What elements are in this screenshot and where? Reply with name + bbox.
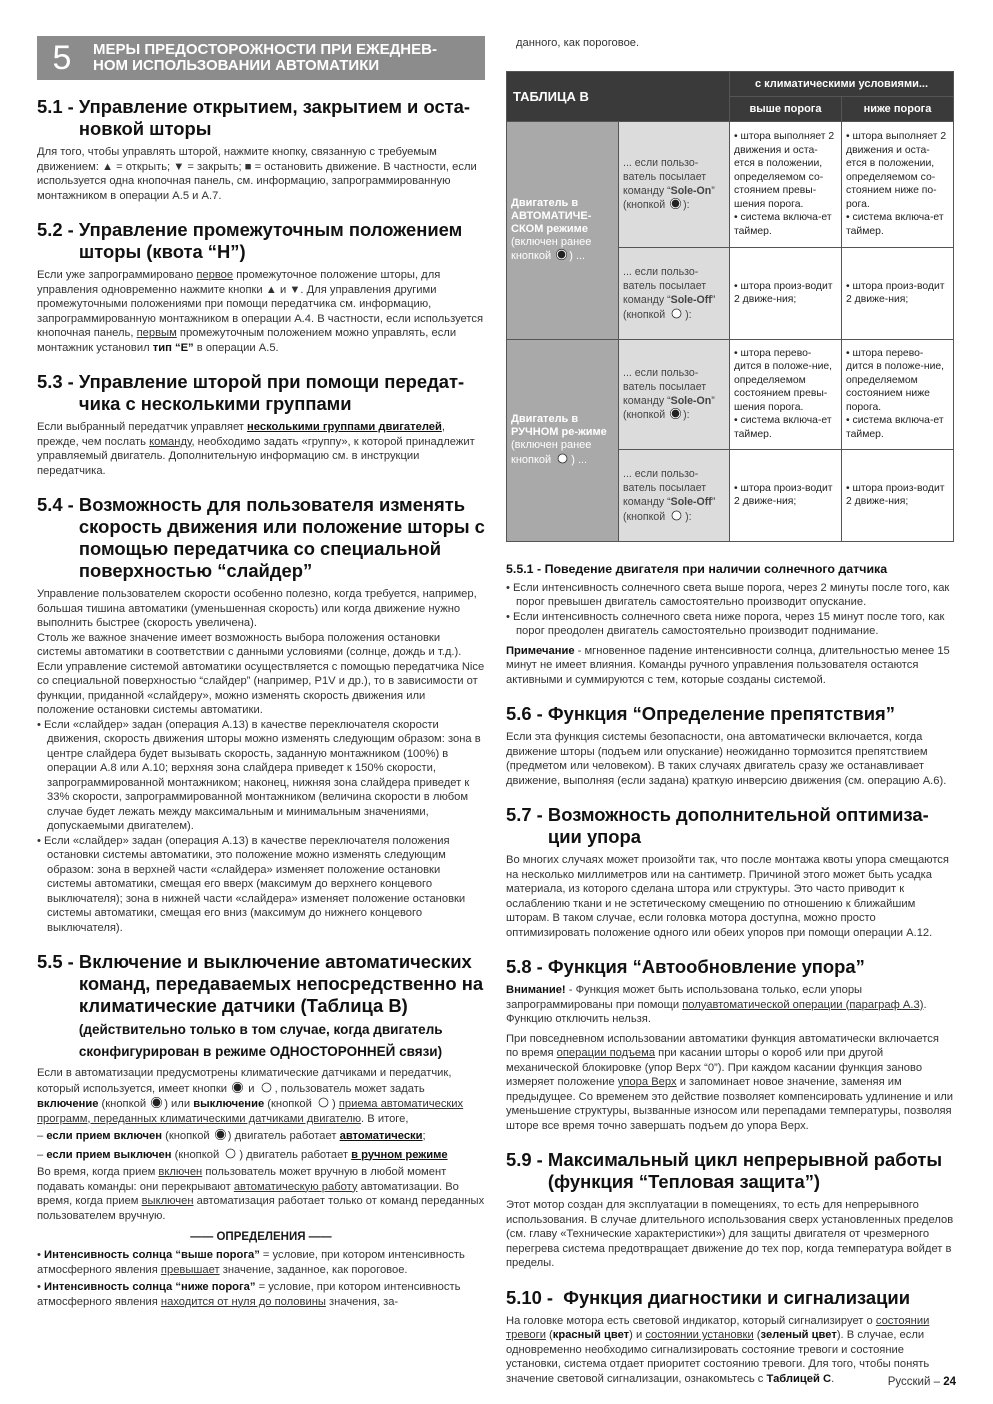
para-5-5-2: Во время, когда прием включен пользователь может вручную в любой момент подавать команды: они перекрывают автоматическую работу автоматизации. Во время, когда прием выключен автоматизация работает только от команд переданных пользователем вручную. — [37, 1166, 485, 1222]
list-item: • Если «слайдер» задан (операция А.13) в качестве переключателя скорости движения, скорость движения шторы можно изменять следующим образом: зона в центре слайдера будет вызывать скорость, заданную монтажником (100%) в операции А.8 или А.10; верхняя зона слайдера приведет к 150% скорости, запрограммированной монтажником; наконец, нижняя зона слайдера приведет к 33% скорости, запрограммированной монтажником (величина скорости в любом случае будет лежать между максимальным и минимальным значениями, допускаемыми двигателем). — [37, 718, 481, 832]
sun-off-icon — [558, 454, 568, 464]
heading-5-8: 5.8 - Функция “Автообновление упора” — [506, 956, 865, 977]
table-title: ТАБЛИЦА B — [507, 71, 730, 121]
result-cell: • штора произ-водит 2 движе-ния; — [842, 449, 954, 541]
heading-5-6: 5.6 - Функция “Определение препятствия” — [506, 703, 895, 724]
col-above: выше порога — [730, 96, 842, 121]
sun-off-icon — [672, 510, 682, 520]
dash-item-off: – если прием выключен (кнопкой ) двигатель работает в ручном режиме — [37, 1148, 448, 1161]
definition-below: • Интенсивность солнца “ниже порога” = условие, при котором интенсивность атмосферного явления находится от нуля до половины значения, за- — [37, 1281, 461, 1308]
result-cell: • штора выполняет 2 движения и оста-ется в положении, определяемом со-стоянием превы-шения порога. • система включа-ет таймер. — [730, 121, 842, 247]
para-5-8: При повседневном использовании автоматики функция автоматически включается по время операции подъема при касании шторы о короб или при другой механической блокировке (упор Верх “0”). При каждом касании функция заново измеряет положение упора Верх и запоминает новое значение, заменяя им предыдущее. Со временем это действие позволяет компенсировать удлинение и или уменьшение структуры, вызванные износом или перепадами температуры, позволяя шторе все время точно завершать подъем до упора Верх. — [506, 1032, 953, 1132]
left-column — [37, 36, 485, 1309]
para-5-4-1: Управление пользователем скорости особенно полезно, когда требуется, например, большая тишина автоматики (уменьшенная скорость) или когда движение нужно выполнить быстрее (скорость увеличена). — [37, 588, 477, 629]
list-5-4 — [37, 718, 485, 936]
heading-5-2: 5.2 - Управление промежуточным положением шторы (квота “H”) — [37, 219, 463, 262]
warning-5-8: Внимание! - Функция может быть использована только, если упоры запрограммированы при помощи полуавтоматической операции (параграф A.3). Функцию отключить нельзя. — [506, 984, 927, 1025]
sun-off-icon — [672, 308, 682, 318]
cond-sole-off: ... если пользо-ватель посылает команду “Sole-Off” (кнопкой ): — [619, 449, 730, 541]
para-5-9: Этот мотор создан для эксплуатации в помещениях, то есть для непрерывного использования. В случае длительного использования сверх установленных пределов (см. главу «Технические характеристики») для защиты двигателя от чрезмерного перегрева система предотвращает движение до тех пор, когда температура войдет в пределы. — [506, 1199, 954, 1269]
result-cell: • штора перево-дится в положе-ние, определяемом состоянием ниже порога. • система включа-ет таймер. — [842, 339, 954, 449]
sun-off-icon — [319, 1098, 329, 1108]
section-number: 5 — [52, 38, 72, 77]
para-5-10: На головке мотора есть световой индикатор, который сигнализирует о состоянии тревоги (красный цвет) и состоянии установки (зеленый цвет). В случае, если одновременно необходимо сигнализировать состояние тревоги и состояние установки, система отдает приоритет состоянию тревоги. Для того, чтобы понять значение световой сигнализации, ознакомьтесь с Таблицей С. — [506, 1314, 930, 1385]
result-cell: • штора произ-водит 2 движе-ния; — [730, 449, 842, 541]
result-cell: • штора перево-дится в положе-ние, определяемом состоянием превы-шения порога. • система включа-ет таймер. — [730, 339, 842, 449]
list-item: • Если интенсивность солнечного света ниже порога, через 15 минут после того, как порог преодолен двигатель самостоятельно производит поднимание. — [506, 610, 945, 637]
sun-on-icon — [216, 1131, 224, 1139]
list-5-5-1 — [506, 581, 954, 639]
heading-5-7: 5.7 - Возможность дополнительной оптимиза-ции упора — [506, 804, 929, 847]
col-below: ниже порога — [842, 96, 954, 121]
definition-above: • Интенсивность солнца “выше порога” = условие, при котором интенсивность атмосферного явления превышает значение, заданное, как пороговое. — [37, 1249, 465, 1276]
para-5-1: Для того, чтобы управлять шторой, нажмите кнопку, связанную с требуемым движением: ▲ = открыть; ▼ = закрыть; ■ = остановить движение. В частности, если используется одна кнопочная панель, см. информацию, запрограммированную монтажником в операции А.5 и А.7. — [37, 146, 477, 202]
page-footer: Русский – 24 — [887, 1376, 956, 1388]
result-cell: • штора произ-водит 2 движе-ния; — [730, 247, 842, 339]
table-b — [506, 71, 954, 542]
section-title: МЕРЫ ПРЕДОСТОРОЖНОСТИ ПРИ ЕЖЕДНЕВ- НОМ ИСПОЛЬЗОВАНИИ АВТОМАТИКИ — [93, 41, 437, 74]
para-5-4-2: Столь же важное значение имеет возможность выбора положения остановки системы автоматики в соответствии с данными условиями (солнце, дождь и т.д.). — [37, 631, 462, 658]
para-5-4-3: Если управление системой автоматики осуществляется с помощью передатчика Nice со специальной поверхностью “слайдер” (например, P1V и др.), то в зависимости от функции, приданной «слайдеру», можно изменять скорость движения или положение остановки системы автоматики. — [37, 660, 485, 716]
para-5-7: Во многих случаях может произойти так, что после монтажа квоты упора смещаются на несколько миллиметров или на сантиметр. Причиной этого может быть усадка материала, из которого сделана штора или структуры. Это часто приводит к ослаблению ткани и не эстетическому смещению по отношению к ближайшим шторам. В таком случае, если головка мотора доступна, можно просто оптимизировать положение одного или обеих упоров при помощи операции А.12. — [506, 854, 949, 939]
sun-on-icon — [558, 251, 566, 259]
result-cell: • штора выполняет 2 движения и оста-ется в положении, определяемом со-стоянием ниже по-рога. • система включа-ет таймер. — [842, 121, 954, 247]
table-group-header: с климатическими условиями... — [730, 71, 954, 96]
definition-continued: данного, как пороговое. — [516, 37, 640, 49]
cond-sole-off: ... если пользо-ватель посылает команду “Sole-Off” (кнопкой ): — [619, 247, 730, 339]
cond-sole-on: ... если пользо-ватель посылает команду “Sole-On” (кнопкой ): — [619, 121, 730, 247]
para-5-3: Если выбранный передатчик управляет несколькими группами двигателей, прежде, чем послать команду, необходимо задать «группу», к которой принадлежит управляемый двигатель. Дополнительную информацию см. в инструкции передатчика. — [37, 421, 475, 477]
heading-5-10: 5.10 - Функция диагностики и сигнализации — [506, 1286, 911, 1308]
sun-on-icon — [153, 1099, 161, 1107]
sun-on-icon — [672, 410, 680, 418]
note-5-5-1: Примечание - мгновенное падение интенсивности солнца, длительностью менее 15 минут не имеет влияния. Команды ручного управления пользователя остаются активными и суммируются с тем, которые созданы системой. — [506, 644, 950, 686]
sun-on-icon — [672, 200, 680, 208]
result-cell: • штора произ-водит 2 движе-ния; — [842, 247, 954, 339]
list-item: • Если «слайдер» задан (операция А.13) в качестве переключателя положения остановки системы автоматики, это положение можно изменять следующим образом: зона в верхней части «слайдера» изменяет положение остановки системы автоматики, смещая его вверх (максимум до верхнего концевого выключателя); зона в нижней части «слайдера» изменяет положение остановки системы автоматики, смещая его вниз (максимум до нижнего концевого выключателя). — [37, 834, 466, 934]
cond-sole-on: ... если пользо-ватель посылает команду “Sole-On” (кнопкой ): — [619, 339, 730, 449]
heading-5-1: 5.1 - Управление открытием, закрытием и оста-новкой шторы — [37, 96, 471, 139]
para-5-2: Если уже запрограммировано первое промежуточное положение шторы, для управления одновременно нажмите кнопки ▲ и ▼. Для управления другими промежуточными положениями при помощи передатчика см. информацию, запрограммированную монтажником в операции А.4. В частности, если используется кнопочная панель, первым промежуточным положением можно управлять, если монтажник установил тип “E” в операции А.5. — [37, 269, 484, 354]
page-number: 24 — [943, 1376, 956, 1388]
list-item: • Если интенсивность солнечного света выше порога, через 2 минуты после того, как порог превышен двигатель самостоятельно производит опускание. — [506, 581, 950, 608]
heading-5-5-1: 5.5.1 - Поведение двигателя при наличии солнечного датчика — [506, 561, 888, 576]
dash-item-on: – если прием включен (кнопкой ) двигатель работает автоматически; — [37, 1130, 426, 1142]
section-banner — [37, 36, 485, 80]
row-auto-mode: Двигатель в АВТОМАТИЧЕ-СКОМ режиме (включен ранее кнопкой ) ... — [507, 121, 619, 339]
row-manual-mode: Двигатель в РУЧНОМ ре-жиме (включен ранее кнопкой ) ... — [507, 339, 619, 541]
heading-5-9: 5.9 - Максимальный цикл непрерывной работы (функция “Тепловая защита”) — [506, 1149, 943, 1192]
para-5-5-1: Если в автоматизации предусмотрены климатические датчиками и передатчик, который используется, имеет кнопки и , пользователь может задать включение (кнопкой ) или выключение (кнопкой ) приема автоматических программ, переданных климатическими датчиками двигателю. В итоге, — [37, 1067, 464, 1125]
sun-on-icon — [234, 1083, 242, 1091]
sun-off-icon — [226, 1148, 236, 1158]
definitions-heading: —— ОПРЕДЕЛЕНИЯ —— — [190, 1231, 332, 1243]
right-column — [506, 36, 954, 1386]
heading-5-4: 5.4 - Возможность для пользователя изменять скорость движения или положение шторы с помощью передатчика со специальной поверхностью “слайдер” — [37, 494, 485, 581]
para-5-6: Если эта функция системы безопасности, она автоматически включается, когда движение шторы (подъем или опускание) неожиданно тормозится препятствием (предметом или человеком). В таких случаях двигатель сразу же останавливает движение, выполняя (если задана) краткую инверсию движения (см. операцию А.6). — [506, 731, 947, 787]
heading-5-5: 5.5 - Включение и выключение автоматических команд, передаваемых непосредственно на климатические датчики (Таблица B) (действительно только в том случае, когда двигатель сконфигурирован в режиме ОДНОСТОРОННЕЙ связи) — [37, 951, 484, 1059]
heading-5-3: 5.3 - Управление шторой при помощи передат-чика с несколькими группами — [37, 371, 465, 414]
sun-off-icon — [261, 1082, 271, 1092]
